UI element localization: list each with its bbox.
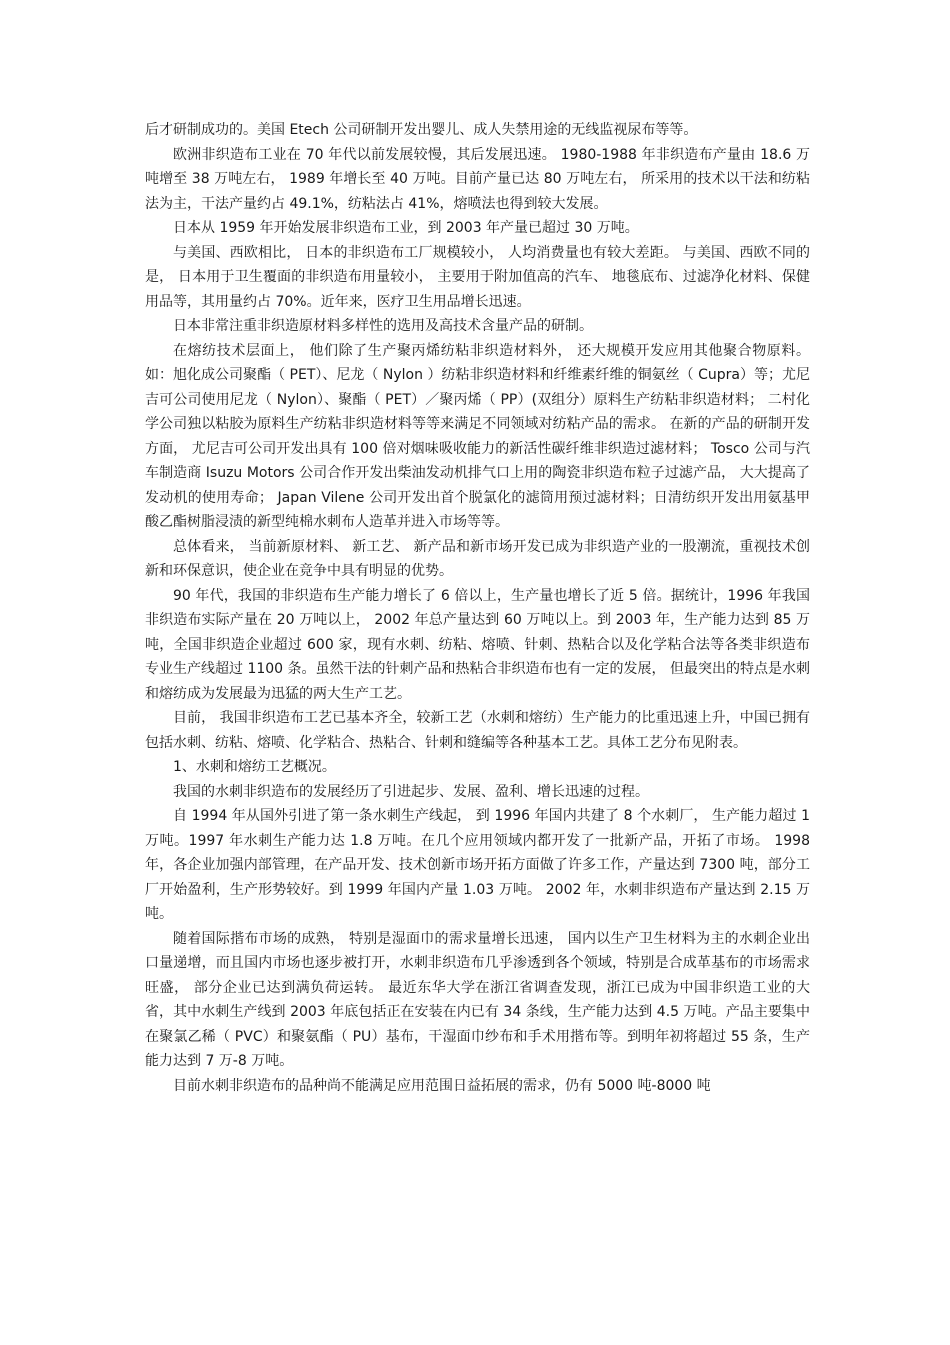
paragraph: 在熔纺技术层面上， 他们除了生产聚丙烯纺粘非织造材料外， 还大规模开发应用其他聚合物原料。如：旭化成公司聚酯（ PET）、尼龙（ Nylon ）纺粘非织造材料和纤维素纤维的铜氨丝（ Cupra）等；尤尼吉可公司使用尼龙（ Nylon）、聚酯（ PET）／聚丙烯（ PP）(双组分）原料生产纺粘非织造材料； 二村化学公司独以粘胶为原料生产纺粘非织造材料等等来满足不同领域对纺粘产品的需求。 在新的产品的研制开发方面， 尤尼吉可公司开发出具有 100 倍对烟味吸收能力的新活性碳纤维非织造过滤材料； Tosco 公司与汽车制造商 Isuzu Motors 公司合作开发出柴油发动机排气口上用的陶瓷非织造布粒子过滤产品， 大大提高了发动机的使用寿命； Japan Vilene 公司开发出首个脱氯化的滤筒用预过滤材料；日清纺织开发出用氨基甲酸乙酯树脂浸渍的新型纯棉水刺布人造革并进入市场等等。: [145, 342, 810, 530]
paragraph: 与美国、西欧相比， 日本的非织造布工厂规模较小， 人均消费量也有较大差距。 与美国、西欧不同的是， 日本用于卫生覆面的非织造布用量较小， 主要用于附加值高的汽车、 地毯底布、过滤净化材料、保健用品等，其用量约占 70%。近年来，医疗卫生用品增长迅速。: [145, 244, 810, 310]
paragraph: 日本从 1959 年开始发展非织造布工业，到 2003 年产量已超过 30 万吨。: [173, 220, 639, 236]
paragraph: 自 1994 年从国外引进了第一条水刺生产线起， 到 1996 年国内共建了 8 个水刺厂， 生产能力超过 1 万吨。1997 年水刺生产能力达 1.8 万吨。在几个应用领域内都开发了一批新产品，开拓了市场。 1998 年，各企业加强内部管理，在产品开发、技术创新市场开拓方面做了许多工作，产量达到 7300 吨，部分工厂开始盈利，生产形势较好。到 1999 年国内产量 1.03 万吨。 2002 年，水刺非织造布产量达到 2.15 万吨。: [145, 808, 810, 922]
paragraph: 我国的水刺非织造布的发展经历了引进起步、发展、盈利、增长迅速的过程。: [173, 783, 649, 800]
paragraph: 目前， 我国非织造布工艺已基本齐全，较新工艺（水刺和熔纺）生产能力的比重迅速上升，中国已拥有包括水刺、纺粘、熔喷、化学粘合、热粘合、针刺和缝编等各种基本工艺。具体工艺分布见附表。: [145, 710, 810, 751]
paragraph: 目前水刺非织造布的品种尚不能满足应用范围日益拓展的需求，仍有 5000 吨-8000 吨: [173, 1077, 711, 1094]
paragraph: 欧洲非织造布工业在 70 年代以前发展较慢，其后发展迅速。 1980-1988 年非织造布产量由 18.6 万吨增至 38 万吨左右， 1989 年增长至 40 万吨。目前产量已达 80 万吨左右， 所采用的技术以干法和纺粘法为主，干法产量约占 49.1%，纺粘法占 41%，熔喷法也得到较大发展。: [145, 146, 810, 212]
paragraph: 总体看来， 当前新原材料、 新工艺、 新产品和新市场开发已成为非织造产业的一股潮流，重视技术创新和环保意识，使企业在竞争中具有明显的优势。: [145, 538, 810, 579]
section-heading: 1、水刺和熔纺工艺概况。: [173, 759, 336, 775]
paragraph: 90 年代，我国的非织造布生产能力增长了 6 倍以上，生产量也增长了近 5 倍。据统计，1996 年我国非织造布实际产量在 20 万吨以上， 2002 年总产量达到 60 万吨以上。到 2003 年，生产能力达到 85 万吨，全国非织造企业超过 600 家，现有水刺、纺粘、熔喷、针刺、热粘合以及化学粘合法等各类非织造布专业生产线超过 1100 条。虽然干法的针刺产品和热粘合非织造布也有一定的发展， 但最突出的特点是水刺和熔纺成为发展最为迅猛的两大生产工艺。: [145, 587, 810, 702]
paragraph: 日本非常注重非织造原材料多样性的选用及高技术含量产品的研制。: [173, 318, 593, 334]
paragraph: 后才研制成功的。美国 Etech 公司研制开发出婴儿、成人失禁用途的无线监视尿布等等。: [145, 122, 698, 138]
document-body: [145, 118, 810, 1098]
paragraph: 随着国际揩布市场的成熟， 特别是湿面巾的需求量增长迅速， 国内以生产卫生材料为主的水刺企业出口量递增，而且国内市场也逐步被打开，水刺非织造布几乎渗透到各个领域，特别是合成革基布的市场需求旺盛， 部分企业已达到满负荷运转。 最近东华大学在浙江省调查发现，浙江已成为中国非织造工业的大省，其中水刺生产线到 2003 年底包括正在安装在内已有 34 条线，生产能力达到 4.5 万吨。产品主要集中在聚氯乙稀（ PVC）和聚氨酯（ PU）基布，干湿面巾纱布和手术用揩布等。到明年初将超过 55 条，生产能力达到 7 万-8 万吨。: [145, 930, 810, 1069]
